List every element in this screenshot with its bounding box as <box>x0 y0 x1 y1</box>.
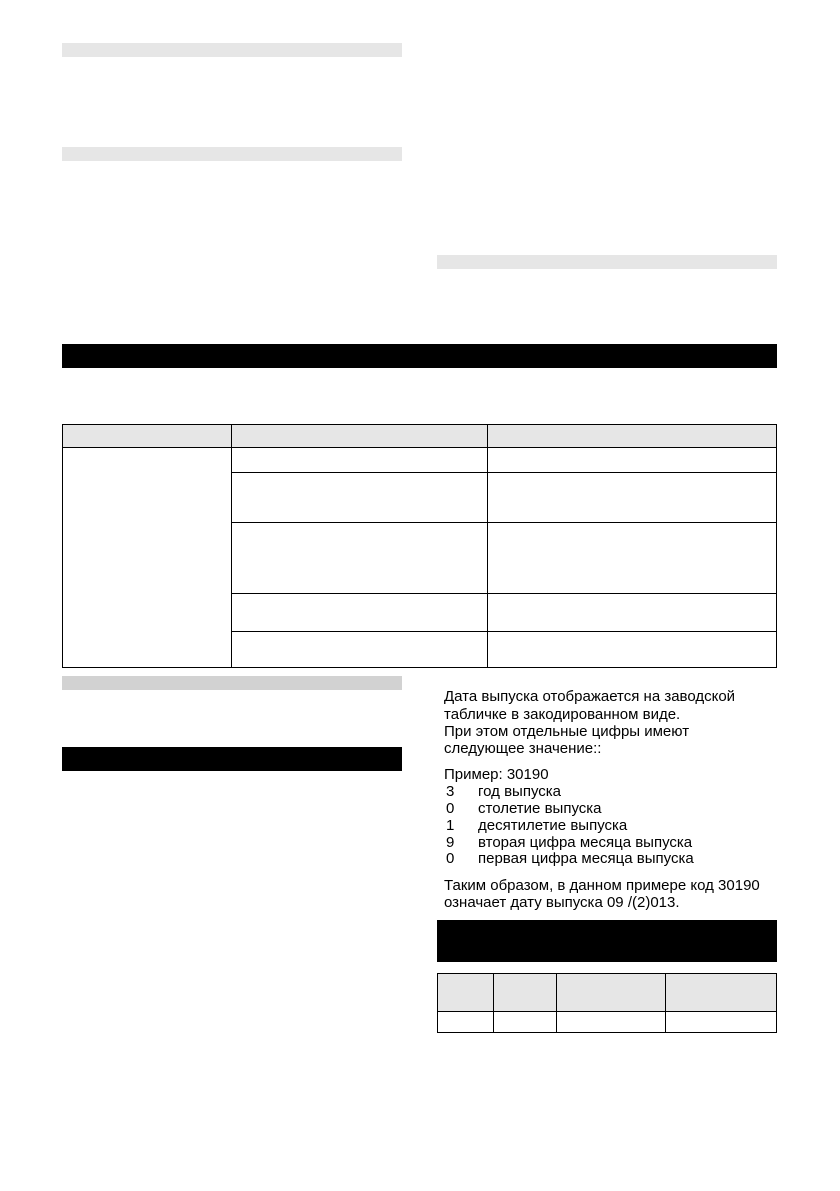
table-border <box>437 1032 777 1033</box>
table-border <box>62 447 777 448</box>
digit-value: 9 <box>446 834 455 851</box>
table-border <box>487 424 488 668</box>
conclusion-line: Таким образом, в данном примере код 30190 <box>444 877 760 894</box>
small-table <box>437 973 777 1033</box>
example-code: Пример: 30190 <box>444 766 549 783</box>
table-header-row <box>62 425 777 447</box>
digit-value: 3 <box>446 783 455 800</box>
table-border <box>231 472 777 473</box>
table-border <box>437 1011 777 1012</box>
section-heading-bar <box>62 147 402 161</box>
table-border <box>665 973 666 1033</box>
intro-line: следующее значение:: <box>444 740 602 757</box>
table-border <box>493 973 494 1033</box>
chapter-heading-bar <box>62 747 402 771</box>
intro-line: При этом отдельные цифры имеют <box>444 723 690 740</box>
table-border <box>231 424 232 668</box>
chapter-heading-bar <box>437 920 777 962</box>
digit-value: 1 <box>446 817 455 834</box>
conclusion-line: означает дату выпуска 09 /(2)013. <box>444 894 680 911</box>
table-border <box>437 973 438 1033</box>
table-border <box>231 522 777 523</box>
digit-meaning: год выпуска <box>478 783 562 800</box>
table-border <box>776 973 777 1033</box>
digit-meaning: столетие выпуска <box>478 800 602 817</box>
table-border <box>231 631 777 632</box>
section-heading-bar <box>437 255 777 269</box>
table-border <box>62 424 777 425</box>
table-border <box>437 973 777 974</box>
section-heading-bar <box>62 676 402 690</box>
table-border <box>776 424 777 668</box>
table-header-row <box>437 973 777 1011</box>
table-border <box>231 593 777 594</box>
digit-meaning: первая цифра месяца выпуска <box>478 850 694 867</box>
intro-line: Дата выпуска отображается на заводской <box>444 688 736 705</box>
intro-line: табличке в закодированном виде. <box>444 706 681 723</box>
digit-meaning: десятилетие выпуска <box>478 817 628 834</box>
digit-meaning: вторая цифра месяца выпуска <box>478 834 693 851</box>
section-heading-bar <box>62 43 402 57</box>
table-border <box>62 424 63 668</box>
chapter-heading-bar <box>62 344 777 368</box>
table-border <box>62 667 777 668</box>
digit-value: 0 <box>446 800 455 817</box>
table-border <box>556 973 557 1033</box>
digit-value: 0 <box>446 850 455 867</box>
